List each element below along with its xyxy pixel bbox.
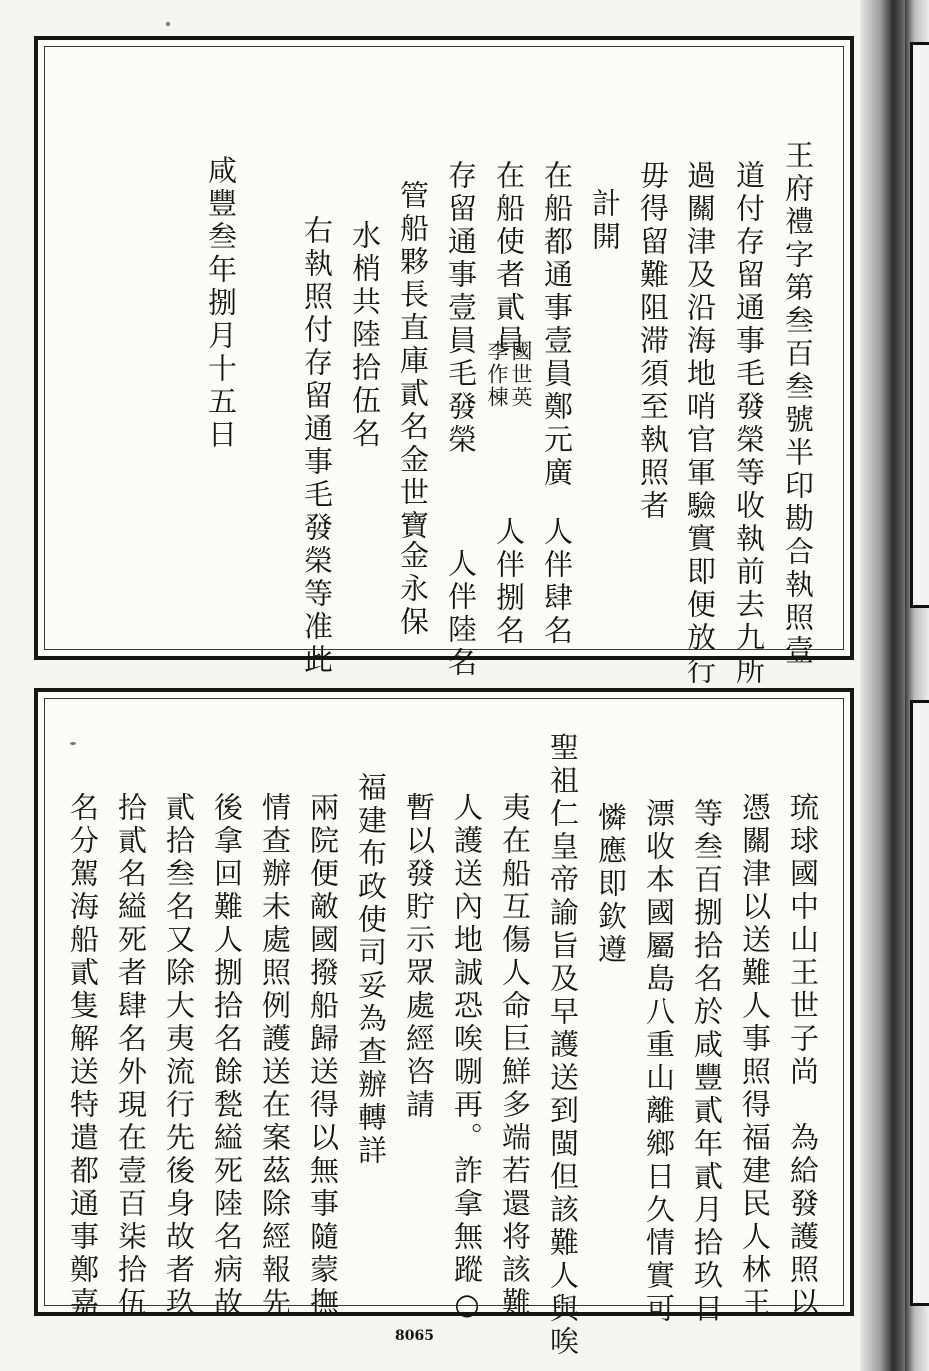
text-column: 人伴肆名 xyxy=(540,516,574,648)
text-column: 夷在船互傷人命巨鮮多端若還将該難 xyxy=(498,792,532,1320)
text-annotation: 國世英 xyxy=(509,340,533,409)
text-column: 金永保 xyxy=(396,540,430,639)
text-column: 憑關津以送難人事照得福建民人林王 xyxy=(738,792,772,1320)
text-column: 兩院便敵國撥船歸送得以無事隨蒙撫 xyxy=(306,792,340,1320)
text-column: 在船使者貳員 xyxy=(492,160,526,358)
text-annotation: 李作棟 xyxy=(485,340,509,409)
scan-speck xyxy=(166,22,170,26)
text-column: 等叁百捌拾名於咸豐貳年貳月拾玖日 xyxy=(690,798,724,1326)
text-column: 福建布政使司妥為查辦轉詳 xyxy=(354,772,388,1168)
text-column: 琉球國中山王世子尚 為給發護照以 xyxy=(786,792,820,1320)
next-page-frame-bottom xyxy=(910,700,929,1306)
text-column: 貳拾叁名又除大夷流行先後身故者玖 xyxy=(162,792,196,1320)
page-number: 8065 xyxy=(395,1328,434,1344)
text-column: 拾貳名縊死者肆名外現在壹百柒拾伍 xyxy=(114,792,148,1320)
text-column: 右執照付存留通事毛發榮等准此 xyxy=(300,215,334,677)
text-column: 後拿回難人捌拾名餘甃縊死陸名病故 xyxy=(210,792,244,1320)
text-column: 暫以發貯示眾處經咨請 xyxy=(402,792,436,1122)
text-column: 漂收本國屬島八重山離鄉日久情實可 xyxy=(642,798,676,1326)
text-column: 管船夥長直庫貳名金世寶 xyxy=(396,180,430,543)
text-column: 王府禮字第叁百叁號半印勘合執照壹 xyxy=(781,140,815,668)
text-column: 道付存留通事毛發榮等收執前去九所 xyxy=(732,160,766,688)
text-column: 聖祖仁皇帝諭旨及早護送到閩但該難人與唉 xyxy=(546,732,580,1359)
text-column: 憐應即欽遵 xyxy=(594,802,628,967)
text-column: 情查辦未處照例護送在案茲除經報先 xyxy=(258,792,292,1320)
text-column: 人伴陸名 xyxy=(444,548,478,680)
text-column: 存留通事壹員毛發榮 xyxy=(444,160,478,457)
text-column: 名分駕海船貳隻解送特遣都通事鄭嘉 xyxy=(66,792,100,1320)
text-column: 在船都通事壹員鄭元廣 xyxy=(540,160,574,490)
text-column: 人伴捌名 xyxy=(492,516,526,648)
text-column: 人護送內地誠恐唉哵再。詐拿無蹤○ xyxy=(450,792,484,1325)
date-column: 咸豐叁年捌月十五日 xyxy=(204,155,238,452)
text-column-heading: 計開 xyxy=(588,188,622,254)
scan-speck xyxy=(70,742,76,745)
text-column: 水梢共陸拾伍名 xyxy=(348,220,382,451)
text-column: 過關津及沿海地哨官軍驗實即便放行 xyxy=(683,160,717,688)
top-document-panel xyxy=(34,36,854,688)
next-page-frame-top xyxy=(910,42,929,608)
text-column: 毋得留難阻滞須至執照者 xyxy=(636,160,670,523)
